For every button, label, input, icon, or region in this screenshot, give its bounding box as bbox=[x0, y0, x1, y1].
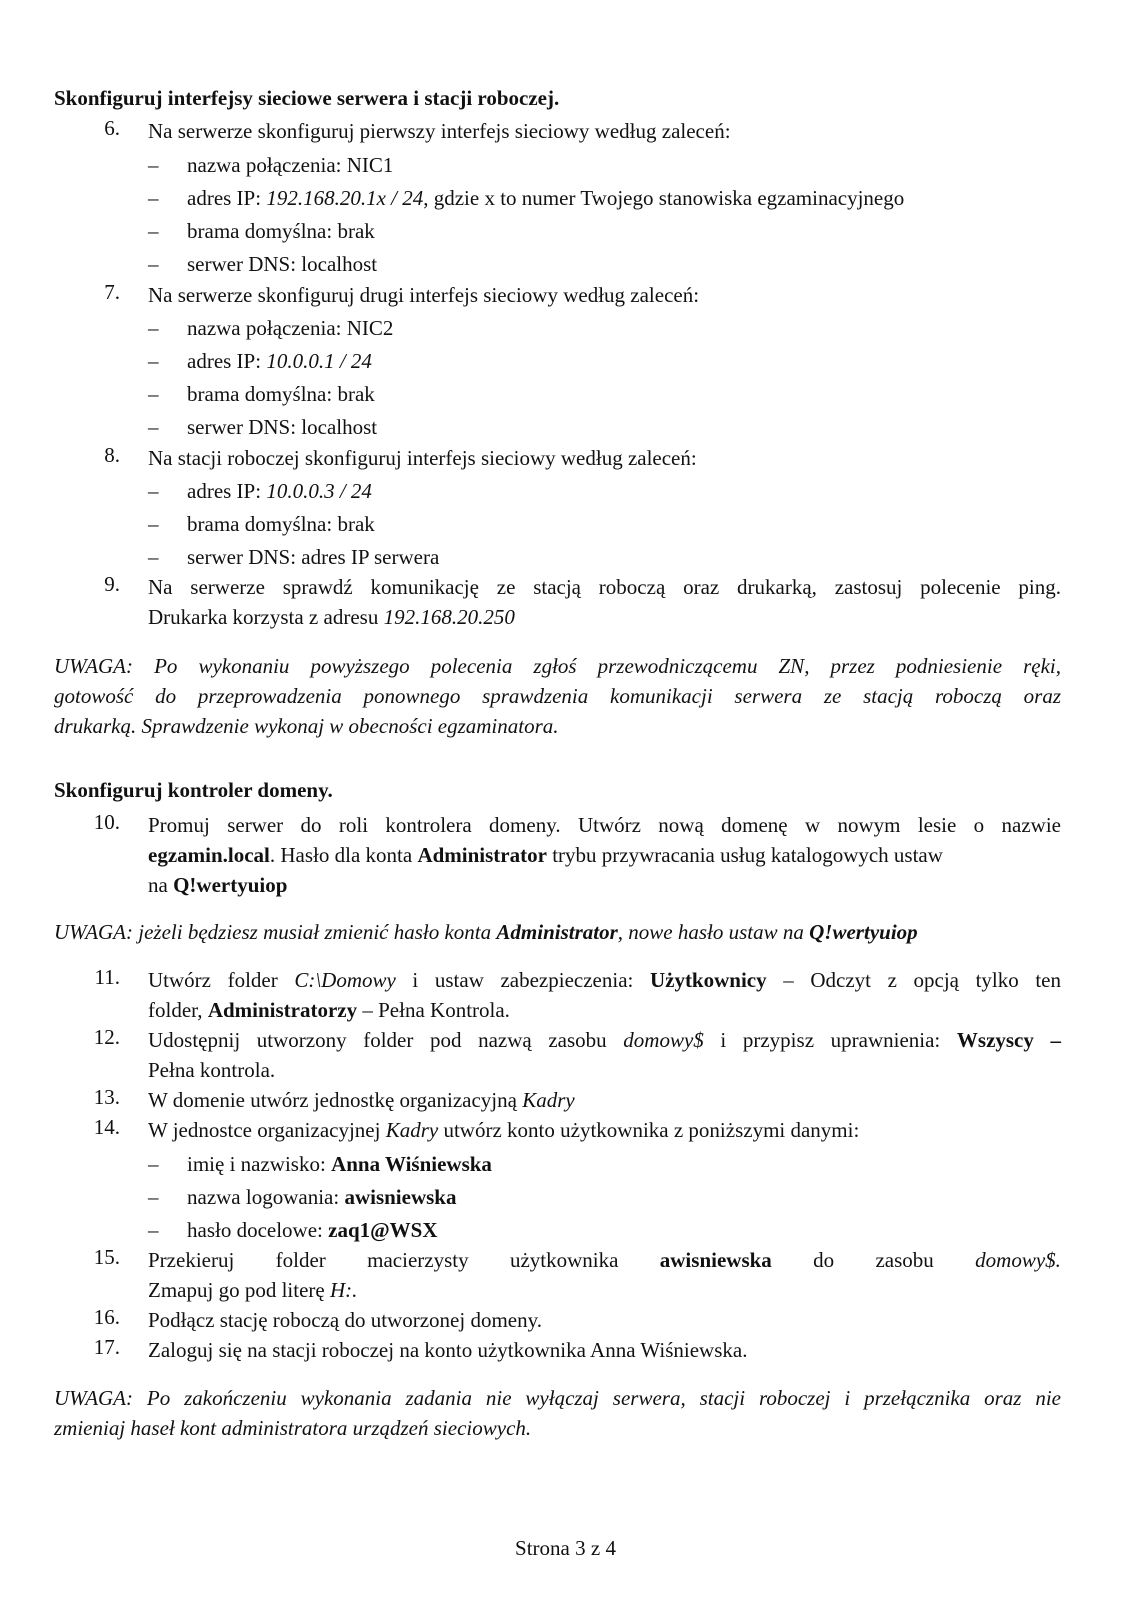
item-text: Udostępnij utworzony folder pod nazwą zasobu domowy$ i przypisz uprawnienia: Wszyscy – bbox=[148, 1028, 1061, 1052]
item-text: W domenie utwórz jednostkę organizacyjną Kadry bbox=[148, 1088, 575, 1112]
note-line: drukarką. Sprawdzenie wykonaj w obecności egzaminatora. bbox=[54, 714, 559, 738]
item-text: Zaloguj się na stacji roboczej na konto użytkownika Anna Wiśniewska. bbox=[148, 1338, 748, 1362]
item-number: 10. bbox=[93, 810, 120, 834]
item-text: egzamin.local. Hasło dla konta Administrator trybu przywracania usług katalogowych ustaw bbox=[148, 843, 943, 867]
item-text: Podłącz stację roboczą do utworzonej domeny. bbox=[148, 1308, 542, 1332]
item-text: Na stacji roboczej skonfiguruj interfejs sieciowy według zaleceń: bbox=[148, 446, 697, 470]
item-number: 8. bbox=[104, 443, 120, 467]
item-number: 9. bbox=[104, 572, 120, 596]
page-number: Strona 3 z 4 bbox=[515, 1536, 616, 1560]
item-number: 12. bbox=[93, 1025, 120, 1049]
item-text: W jednostce organizacyjnej Kadry utwórz konto użytkownika z poniższymi danymi: bbox=[148, 1118, 860, 1142]
item-text: Promuj serwer do roli kontrolera domeny. Utwórz nową domenę w nowym lesie o nazwie bbox=[148, 813, 1061, 837]
note-line: gotowość do przeprowadzenia ponownego sprawdzenia komunikacji serwera ze stacją roboczą oraz bbox=[54, 684, 1061, 708]
item-text: Na serwerze skonfiguruj drugi interfejs sieciowy według zaleceń: bbox=[148, 283, 700, 307]
item-text: Przekieruj folder macierzysty użytkownika awisniewska do zasobu domowy$. bbox=[148, 1248, 1061, 1272]
note-line: UWAGA: jeżeli będziesz musiał zmienić hasło konta Administrator, nowe hasło ustaw na Q!wertyuiop bbox=[54, 920, 918, 944]
item-text: Pełna kontrola. bbox=[148, 1058, 276, 1082]
exam-page: Skonfiguruj interfejsy sieciowe serwera i stacji roboczej. 6. Na serwerze skonfiguruj pierwszy interfejs sieciowy według zaleceń: – nazwa połączenia: NIC1 – adres IP: 192.168.20.1x / 24, gdzie x to numer Twojego stanowiska egzaminacyjnego – brama domyślna: brak – serwer DNS: localhost 7. Na serwerze skonfiguruj drugi interfejs sieciowy według zaleceń: – nazwa połączenia: NIC2 – adres IP: 10.0.0.1 / 24 – brama domyślna: brak – serwer DNS: localhost 8. Na stacji roboczej skonfiguruj interfejs sieciowy według zaleceń: – adres IP: 10.0.0.3 / 24 – brama domyślna: brak – serwer DNS: adres IP serwera 9. Na serwerze sprawdź komunikację ze stacją roboczą oraz drukarką, zastosuj polecenie ping. Drukarka korzysta z adresu 192.168.20.250 UWAGA: Po wykonaniu powyższego polecenia zgłoś przewodniczącemu ZN, przez podniesienie ręki, gotowość do przeprowadzenia ponownego sprawdzenia komunikacji serwera ze stacją roboczą oraz drukarką. Sprawdzenie wykonaj w obecności egzaminatora. Skonfiguruj kontroler domeny. 10. Promuj serwer do roli kontrolera domeny. Utwórz nową domenę w nowym lesie o nazwie egzamin.local. Hasło dla konta Administrator trybu przywracania usług katalogowych ustaw na Q!wertyuiop UWAGA: jeżeli będziesz musiał zmienić hasło konta Administrator, nowe hasło ustaw na Q!wertyuiop 11. Utwórz folder C:\Domowy i ustaw zabezpieczenia: Użytkownicy – Odczyt z opcją tylko ten folder, Administratorzy – Pełna Kontrola. 12. Udostępnij utworzony folder pod nazwą zasobu domowy$ i przypisz uprawnienia: Wszyscy – Pełna kontrola. 13. W domenie utwórz jednostkę organizacyjną Kadry 14. W jednostce organizacyjnej Kadry utwórz konto użytkownika z poniższymi danymi: – imię i nazwisko: Anna Wiśniewska – nazwa logowania: awisniewska – hasło docelowe: zaq1@WSX 15. Przekieruj folder macierzysty użytkownika awisniewska do zasobu domowy$. Zmapuj go pod literę H:. 16. Podłącz stację roboczą do utworzonej domeny. 17. Zaloguj się na stacji roboczej na konto użytkownika Anna Wiśniewska. UWAGA: Po zakończeniu wykonania zadania nie wyłączaj serwera, stacji roboczej i przełącznika oraz nie zmieniaj haseł kont administratora urządzeń sieciowych. Strona 3 z 4 bbox=[0, 0, 1131, 1600]
item-number: 16. bbox=[93, 1305, 120, 1329]
item-text: Drukarka korzysta z adresu 192.168.20.250 bbox=[148, 605, 515, 629]
item-text: Na serwerze skonfiguruj pierwszy interfejs sieciowy według zaleceń: bbox=[148, 119, 731, 143]
section-heading-network: Skonfiguruj interfejsy sieciowe serwera i stacji roboczej. bbox=[54, 86, 560, 110]
item-number: 6. bbox=[104, 116, 120, 140]
section-heading-domain: Skonfiguruj kontroler domeny. bbox=[54, 778, 333, 802]
item-number: 11. bbox=[94, 965, 120, 989]
note-line: UWAGA: Po wykonaniu powyższego polecenia zgłoś przewodniczącemu ZN, przez podniesienie ręki, bbox=[54, 654, 1061, 678]
item-text: folder, Administratorzy – Pełna Kontrola. bbox=[148, 998, 510, 1022]
item-text: Utwórz folder C:\Domowy i ustaw zabezpieczenia: Użytkownicy – Odczyt z opcją tylko ten bbox=[148, 968, 1061, 992]
item-number: 13. bbox=[93, 1085, 120, 1109]
item-number: 15. bbox=[93, 1245, 120, 1269]
item-number: 17. bbox=[93, 1335, 120, 1359]
item-number: 14. bbox=[93, 1115, 120, 1139]
item-text: Na serwerze sprawdź komunikację ze stacją roboczą oraz drukarką, zastosuj polecenie ping. bbox=[148, 575, 1061, 599]
note-line: UWAGA: Po zakończeniu wykonania zadania nie wyłączaj serwera, stacji roboczej i przełącznika oraz nie bbox=[54, 1386, 1061, 1410]
item-text: na Q!wertyuiop bbox=[148, 873, 288, 897]
item-number: 7. bbox=[104, 280, 120, 304]
item-text: Zmapuj go pod literę H:. bbox=[148, 1278, 358, 1302]
note-line: zmieniaj haseł kont administratora urządzeń sieciowych. bbox=[54, 1416, 532, 1440]
